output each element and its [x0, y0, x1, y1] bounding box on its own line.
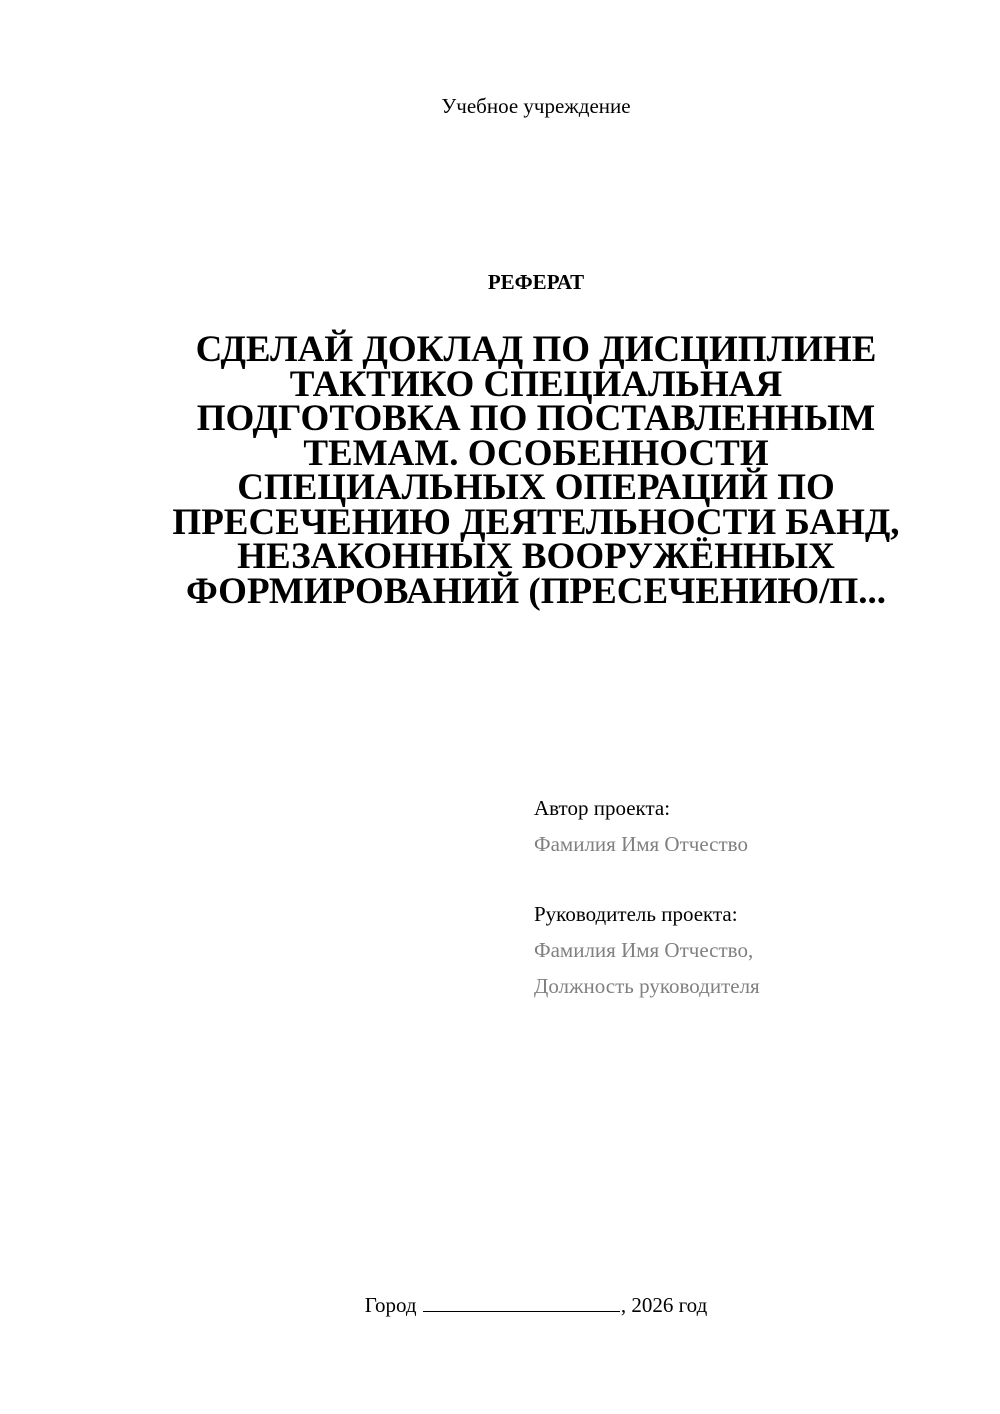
title-line: ТАКТИКО СПЕЦИАЛЬНАЯ [289, 363, 783, 405]
document-type: РЕФЕРАТ [487, 270, 585, 294]
supervisor-position: Должность руководителя [534, 974, 760, 998]
title-line: НЕЗАКОННЫХ ВООРУЖЁННЫХ [237, 536, 835, 577]
credits-block [534, 790, 974, 1004]
document-title [136, 329, 936, 612]
city-year-line [0, 1291, 1000, 1319]
supervisor-name: Фамилия Имя Отчество, [534, 938, 754, 962]
supervisor-label: Руководитель проекта: [534, 902, 738, 926]
title-line: ФОРМИРОВАНИЙ (ПРЕСЕЧЕНИЮ/П... [185, 570, 887, 612]
author-name: Фамилия Имя Отчество [534, 832, 748, 856]
city-blank-line [423, 1292, 620, 1312]
credits-spacer [534, 862, 974, 896]
title-line: СДЕЛАЙ ДОКЛАД ПО ДИСЦИПЛИНЕ [195, 329, 877, 370]
title-line: СПЕЦИАЛЬНЫХ ОПЕРАЦИЙ ПО [237, 467, 835, 508]
author-label: Автор проекта: [534, 796, 671, 820]
city-label: Город [364, 1293, 417, 1317]
year-text: , 2026 год [620, 1293, 708, 1317]
institution-name: Учебное учреждение [441, 94, 631, 118]
title-line: ТЕМАМ. ОСОБЕННОСТИ [303, 432, 769, 474]
title-line: ПОДГОТОВКА ПО ПОСТАВЛЕННЫМ [196, 398, 876, 439]
title-line: ПРЕСЕЧЕНИЮ ДЕЯТЕЛЬНОСТИ БАНД, [172, 501, 900, 543]
